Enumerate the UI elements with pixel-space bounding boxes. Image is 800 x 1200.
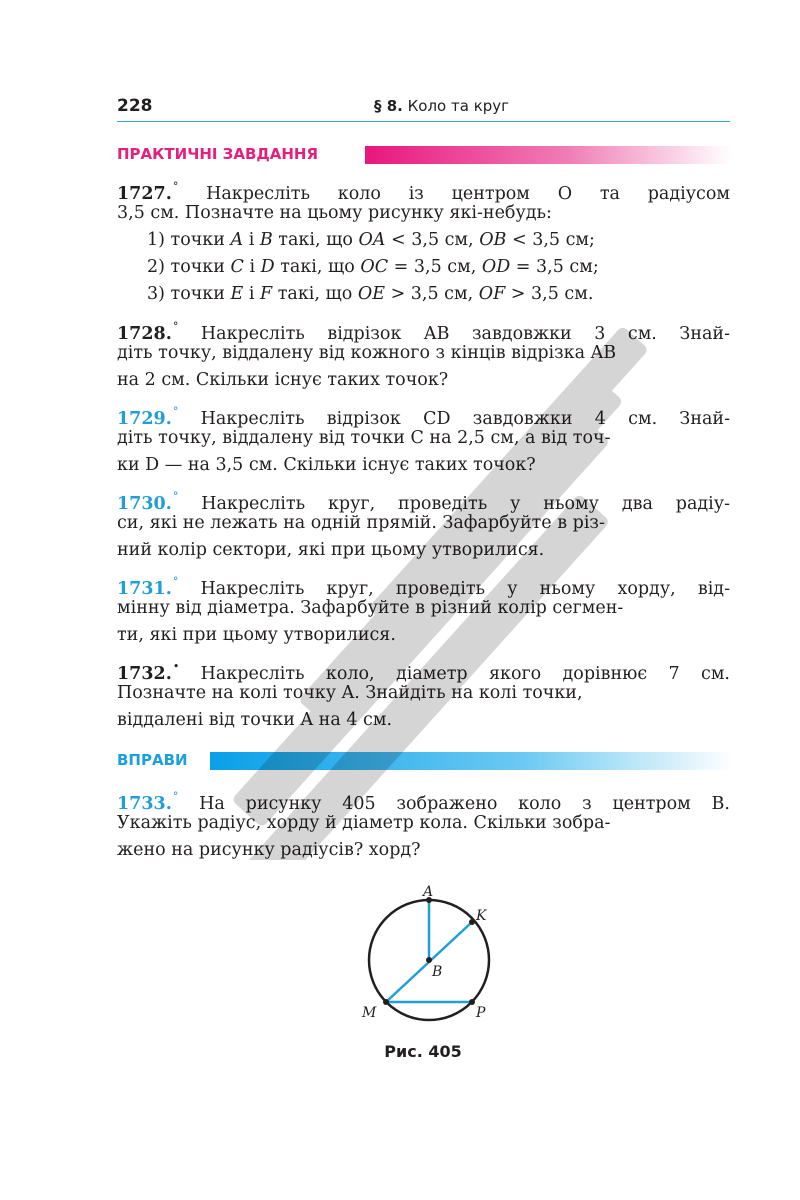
problem-line: 3,5 см. Позначте на цьому рисунку які-небудь: xyxy=(117,203,552,223)
difficulty-mark: ° xyxy=(172,790,179,803)
problem-line xyxy=(117,173,730,204)
problem-line xyxy=(117,483,730,514)
difficulty-mark: ° xyxy=(172,575,179,588)
problem-text: Накресліть відрізок CD завдовжки 4 см. Знай- xyxy=(200,409,730,429)
point-m xyxy=(383,999,389,1005)
problem-line: си, які не лежать на одній прямій. Зафарбуйте в різ- xyxy=(117,513,605,533)
label-k: K xyxy=(476,908,487,924)
page-number: 228 xyxy=(117,96,153,116)
problem-number: 1730. xyxy=(117,494,172,514)
practical-tasks-banner xyxy=(117,143,732,165)
difficulty-mark: ° xyxy=(172,490,179,503)
problem-line xyxy=(117,313,730,344)
problem-1732 xyxy=(117,653,730,734)
problem-1733 xyxy=(117,783,730,864)
problem-line xyxy=(117,568,730,599)
problem-1730 xyxy=(117,483,730,564)
problem-line: діть точку, віддалену від точки C на 2,5 см, а від точ- xyxy=(117,428,611,448)
problem-text: Накресліть коло, діаметр якого дорівнює 7 см. xyxy=(200,664,730,684)
problem-number: 1728. xyxy=(117,324,172,344)
exercises-bar xyxy=(210,752,732,770)
point-k xyxy=(469,919,475,925)
point-p xyxy=(469,999,475,1005)
figure-caption: Рис. 405 xyxy=(384,1042,462,1061)
task-item-1: 1) точки A і B такі, що OA < 3,5 см, OB < 3,5 см; xyxy=(147,230,595,250)
difficulty-mark: ° xyxy=(172,320,179,333)
problem-number: 1731. xyxy=(117,579,172,599)
problem-number: 1729. xyxy=(117,409,172,429)
difficulty-mark: • xyxy=(172,660,180,673)
exercises-heading: ВПРАВИ xyxy=(117,751,188,769)
task-item-2: 2) точки C і D такі, що OC = 3,5 см, OD = 3,5 см; xyxy=(147,257,599,277)
problem-text: Накресліть коло із центром O та радіусом xyxy=(206,184,730,204)
section-title: Коло та круг xyxy=(407,97,510,115)
problem-text: На рисунку 405 зображено коло з центром B. xyxy=(199,794,730,814)
difficulty-mark: ° xyxy=(172,180,179,193)
problem-1729 xyxy=(117,398,730,479)
problem-line xyxy=(117,398,730,429)
problem-text: Накресліть круг, проведіть у ньому хорду, від- xyxy=(200,579,730,599)
problem-line: віддалені від точки A на 4 см. xyxy=(117,710,393,730)
problem-text: Накресліть круг, проведіть у ньому два радіу- xyxy=(201,494,730,514)
problem-line: Укажіть радіус, хорду й діаметр кола. Скільки зобра- xyxy=(117,813,611,833)
header-rule xyxy=(117,121,730,122)
problem-1731 xyxy=(117,568,730,649)
problem-1727 xyxy=(117,173,730,308)
page-header xyxy=(117,92,730,122)
exercises-banner xyxy=(117,749,732,771)
label-p: P xyxy=(476,1005,486,1021)
problem-number: 1733. xyxy=(117,794,172,814)
problem-line: жено на рисунку радіусів? хорд? xyxy=(117,840,421,860)
problem-line xyxy=(117,653,730,684)
problem-number: 1732. xyxy=(117,664,172,684)
problem-line xyxy=(117,783,730,814)
point-b xyxy=(426,957,432,963)
problem-1728 xyxy=(117,313,730,394)
problem-line: ний колір сектори, які при цьому утворилися. xyxy=(117,540,545,560)
task-item-3: 3) точки E і F такі, що OE > 3,5 см, OF > 3,5 см. xyxy=(147,284,594,304)
problem-line: діть точку, віддалену від кожного з кінців відрізка AB xyxy=(117,343,617,363)
label-m: M xyxy=(362,1005,377,1021)
label-a: A xyxy=(423,884,434,900)
practical-tasks-bar xyxy=(365,146,732,164)
practical-tasks-heading: ПРАКТИЧНІ ЗАВДАННЯ xyxy=(117,145,319,163)
section-mark: § 8. xyxy=(374,97,403,115)
circle-diagram xyxy=(350,880,510,1030)
problem-line: на 2 см. Скільки існує таких точок? xyxy=(117,370,449,390)
label-b: B xyxy=(432,964,443,980)
difficulty-mark: ° xyxy=(172,405,179,418)
problem-line: Позначте на колі точку A. Знайдіть на колі точки, xyxy=(117,683,583,703)
problem-line: мінну від діаметра. Зафарбуйте в різний колір сегмен- xyxy=(117,598,624,618)
figure-405 xyxy=(350,880,510,1030)
problem-number: 1727. xyxy=(117,184,172,204)
running-title xyxy=(374,97,509,115)
problem-line: ки D — на 3,5 см. Скільки існує таких точок? xyxy=(117,455,536,475)
problem-line: ти, які при цьому утворилися. xyxy=(117,625,396,645)
problem-text: Накресліть відрізок AB завдовжки 3 см. Знай- xyxy=(200,324,730,344)
